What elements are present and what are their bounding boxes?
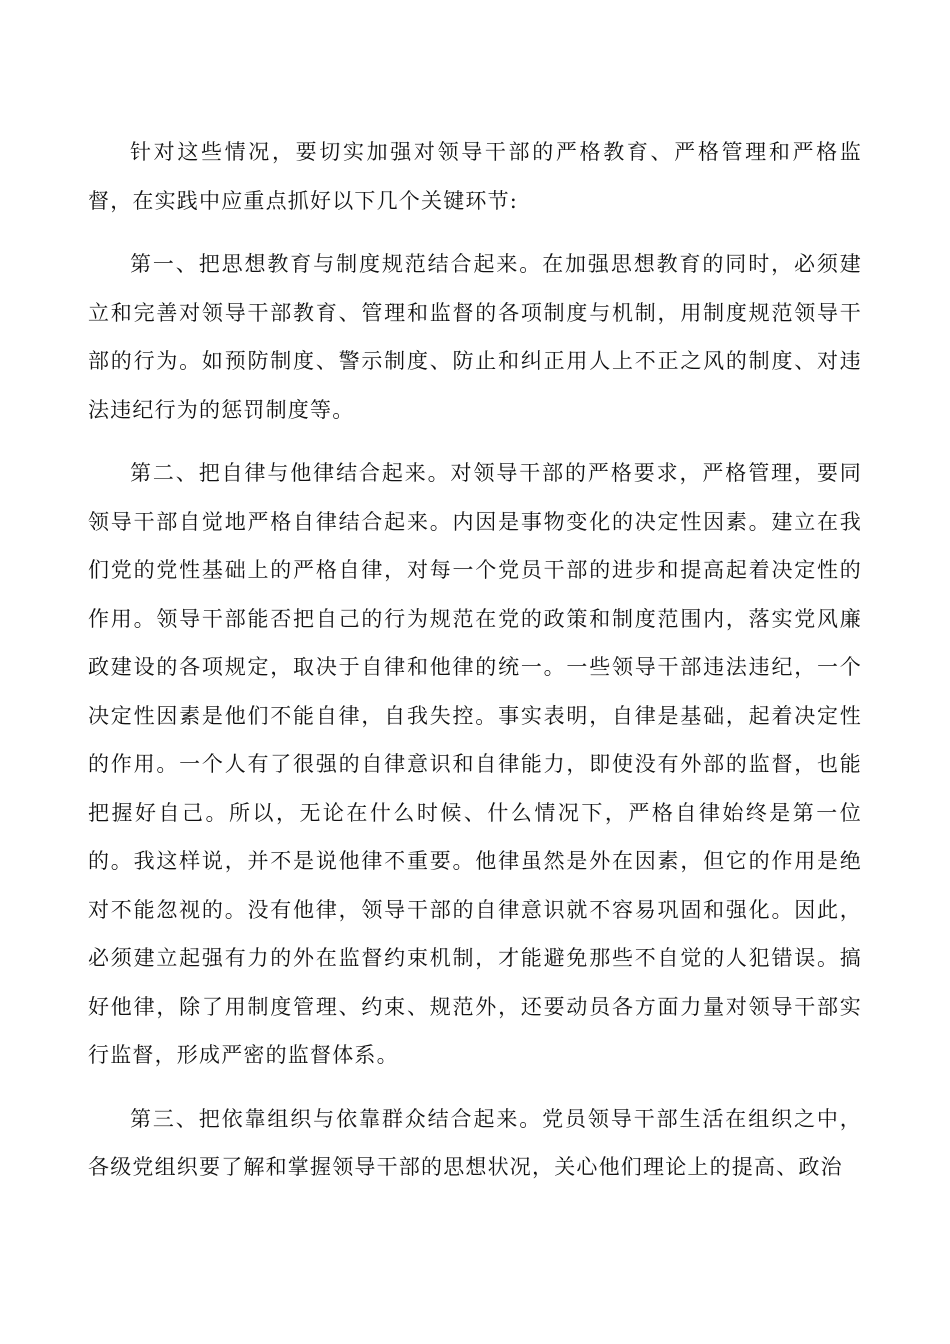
paragraph-third-point: 第三、把依靠组织与依靠群众结合起来。党员领导干部生活在组织之中，各级党组织要了解和掌握领导干部的思想状况，关心他们理论上的提高、政治 bbox=[88, 1106, 862, 1179]
paragraph-intro: 针对这些情况，要切实加强对领导干部的严格教育、严格管理和严格监督，在实践中应重点抓好以下几个关键环节: bbox=[88, 140, 862, 213]
paragraph-first-point: 第一、把思想教育与制度规范结合起来。在加强思想教育的同时，必须建立和完善对领导干部教育、管理和监督的各项制度与机制，用制度规范领导干部的行为。如预防制度、警示制度、防止和纠正用人上不正之风的制度、对违法违纪行为的惩罚制度等。 bbox=[88, 252, 862, 422]
paragraph-second-point: 第二、把自律与他律结合起来。对领导干部的严格要求，严格管理，要同领导干部自觉地严格自律结合起来。内因是事物变化的决定性因素。建立在我们党的党性基础上的严格自律，对每一个党员干部的进步和提高起着决定性的作用。领导干部能否把自己的行为规范在党的政策和制度范围内，落实党风廉政建设的各项规定，取决于自律和他律的统一。一些领导干部违法违纪，一个决定性因素是他们不能自律，自我失控。事实表明，自律是基础，起着决定性的作用。一个人有了很强的自律意识和自律能力，即使没有外部的监督，也能把握好自己。所以，无论在什么时候、什么情况下，严格自律始终是第一位的。我这样说，并不是说他律不重要。他律虽然是外在因素，但它的作用是绝对不能忽视的。没有他律，领导干部的自律意识就不容易巩固和强化。因此，必须建立起强有力的外在监督约束机制，才能避免那些不自觉的人犯错误。搞好他律，除了用制度管理、约束、规范外，还要动员各方面力量对领导干部实行监督，形成严密的监督体系。 bbox=[88, 461, 862, 1067]
document-body bbox=[88, 128, 862, 1192]
